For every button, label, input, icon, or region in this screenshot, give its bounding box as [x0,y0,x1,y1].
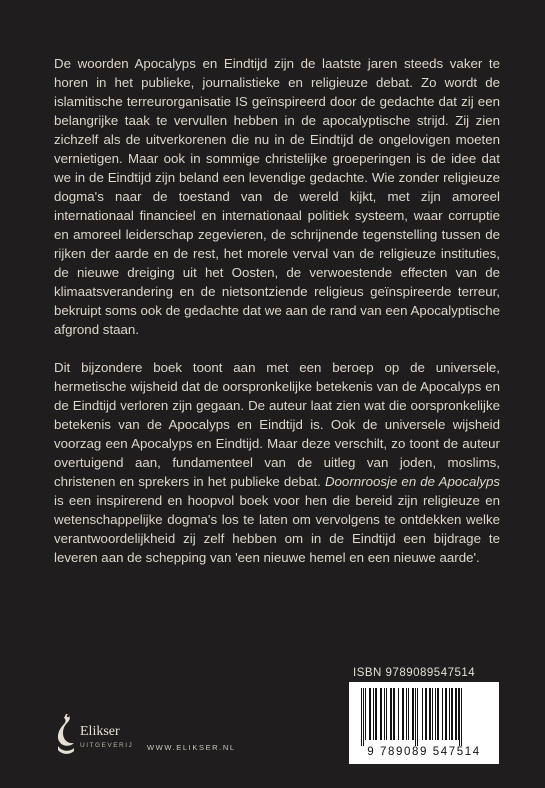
blurb-p2-start: Dit bijzondere boek toont aan met een beroep op de universele, hermetische wijsheid dat de oorspronkelijke betekenis van de Apocalyps en de Eindtijd verloren zijn gegaan. De auteur laat zien wat die oorspronkelijke betekenis van de Apocalyps en Eindtijd is. Ook de universele wijsheid voorzag een Apocalyps en Eindtijd. Maar deze verschilt, zo toont de auteur overtuigend aan, fundamenteel van de uitleg van joden, moslims, christenen en sprekers in het publieke debat. [54,360,500,489]
blurb-paragraph-1: De woorden Apocalyps en Eindtijd zijn de laatste jaren steeds vaker te horen in het publieke, journalistieke en religieuze debat. Zo wordt de islamitische terreurorganisatie IS geïnspireerd door de gedachte dat zij een belangrijke taak te vervullen hebben in de apocalyptische strijd. Zij zien zichzelf als de uitverkorenen die nu in de Eindtijd de ongelovigen moeten vernietigen. Maar ook in sommige christelijke groeperingen is de idee dat we in de Eindtijd zijn beland een levendige gedachte. Wie zonder religieuze dogma's naar de toestand van de wereld kijkt, met zijn amoreel internationaal financieel en internationaal politiek systeem, waar corruptie en amoreel leiderschap zegevieren, de schrijnende tegenstelling tussen de rijken der aarde en de rest, het morele verval van de religieuze instituties, de nieuwe dreiging uit het Oosten, de verwoestende effecten van de klimaatsverandering en de nietsontziende religieus geïnspireerde terreur, bekruipt soms ook de gedachte dat we aan de rand van een Apocalyptische afgrond staan. [54,56,500,337]
barcode-bar [445,688,447,740]
isbn-label: ISBN 9789089547514 [353,667,476,679]
book-title-italic: Doornroosje en de Apocalyps [324,474,501,489]
barcode-bar [406,688,407,740]
barcode-bar [390,688,392,740]
publisher-name: Elikser [80,724,120,739]
barcode [349,682,499,764]
barcode-bar [384,688,385,740]
publisher-subtitle: UITGEVERIJ [80,742,134,749]
barcode-bar [361,688,362,746]
barcode-bar [449,688,450,740]
barcode-bar [437,688,439,740]
swan-icon [52,710,80,758]
barcode-bar [393,688,395,740]
barcode-bar [415,688,416,746]
barcode-bar [429,688,431,740]
barcode-bar [432,688,433,740]
barcode-bar [412,688,414,740]
barcode-bar [458,688,459,740]
barcode-bar [422,688,423,740]
barcode-bar [425,688,427,740]
barcode-digits: 9 789089 547514 [367,746,481,758]
blurb-text [54,54,500,586]
barcode-bar [451,688,453,740]
barcode-bar [455,688,457,740]
blurb-paragraph-2 [54,358,500,567]
barcode-bar [417,688,418,746]
publisher-website: WWW.ELIKSER.NL [147,743,236,752]
barcode-bar [398,688,399,740]
barcode-bars [349,682,499,748]
barcode-bar [459,688,460,746]
barcode-bar [363,688,364,746]
barcode-bar [386,688,387,740]
barcode-bar [380,688,382,740]
barcode-bar [442,688,443,740]
barcode-bar [402,688,404,740]
blurb-p2-end: is een inspirerend en hoopvol boek voor hen die bereid zijn religieuze en wetenschappelijke dogma's los te laten om vervolgens te ontdekken welke verantwoordelijkheid zij zelf hebben om in de Eindtijd een bijdrage te leveren aan de schepping van 'een nieuwe hemel en een nieuwe aarde'. [54,493,500,565]
barcode-bar [461,688,462,746]
barcode-bar [408,688,409,740]
barcode-bar [375,688,377,740]
barcode-bar [435,688,436,740]
barcode-bar [373,688,374,740]
barcode-bar [369,688,371,740]
barcode-bar [365,688,366,740]
